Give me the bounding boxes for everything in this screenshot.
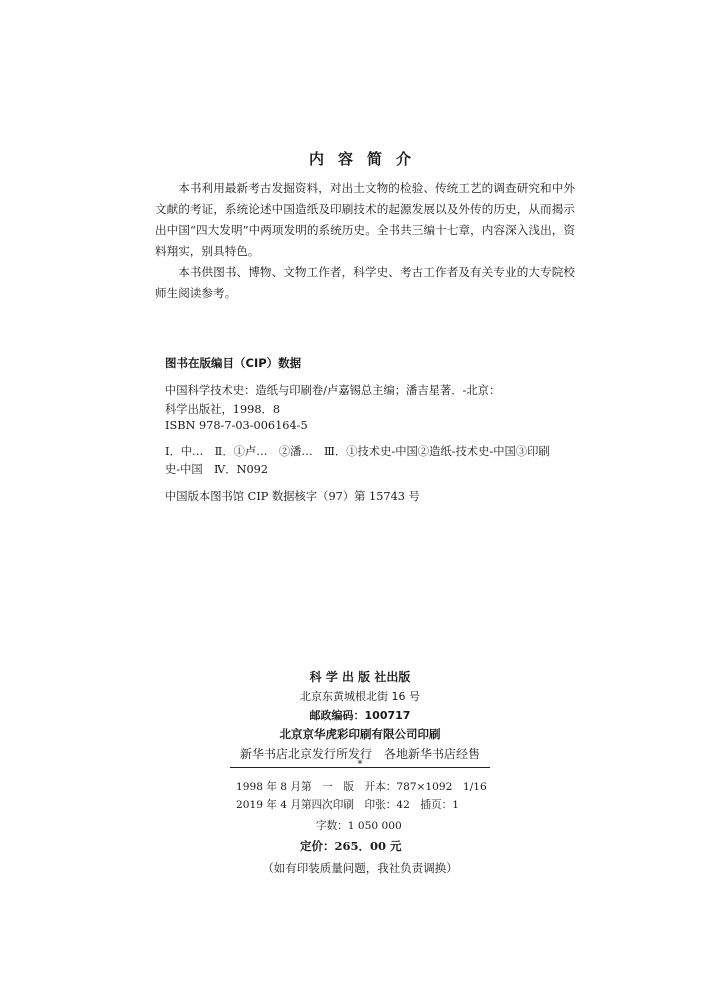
cip-classification: 史-中国 Ⅳ．N092 bbox=[165, 463, 269, 476]
cip-isbn: ISBN 978-7-03-006164-5 bbox=[165, 419, 308, 432]
cip-classification: Ⅰ．中… Ⅱ．①卢… ②潘… Ⅲ．①技术史-中国②造纸-技术史-中国③印刷 bbox=[165, 445, 550, 458]
summary-title: 内容简介 bbox=[308, 150, 425, 168]
quality-notice: （如有印装质量问题，我社负责调换） bbox=[262, 861, 458, 875]
cip-record-number: 中国版本图书馆 CIP 数据核字（97）第 15743 号 bbox=[165, 490, 420, 503]
cip-line: 中国科学技术史：造纸与印刷卷/卢嘉锡总主编；潘吉星著．-北京： bbox=[165, 384, 501, 397]
price: 定价：265．00 元 bbox=[300, 839, 402, 853]
publisher-line: 科 学 出 版 社出版 bbox=[309, 670, 411, 684]
publisher-address: 北京东黄城根北街 16 号 bbox=[300, 690, 420, 703]
word-count: 字数：1 050 000 bbox=[316, 820, 402, 832]
separator-rule bbox=[230, 767, 490, 768]
summary-paragraph: 本书供图书、博物、文物工作者，科学史、考古工作者及有关专业的大专院校师生阅读参考。 bbox=[155, 265, 575, 300]
cip-line: 科学出版社，1998．8 bbox=[165, 403, 281, 416]
summary-body bbox=[155, 178, 575, 304]
summary-paragraph: 本书利用最新考古发掘资料，对出土文物的检验、传统工艺的调查研究和中外文献的考证，系统论述中国造纸及印刷技术的起源发展以及外传的历史，从而揭示出中国“四大发明”中两项发明的系统历史。全书共三编十七章，内容深入浅出，资料翔实，别具特色。 bbox=[155, 181, 575, 258]
printer-line: 北京京华虎彩印刷有限公司印刷 bbox=[279, 727, 441, 741]
edition-line: 1998 年 8 月第 一 版 开本：787×1092 1/16 bbox=[236, 781, 487, 793]
distribution-line: 新华书店北京发行所发行 各地新华书店经售 bbox=[239, 747, 480, 761]
separator-mark: * bbox=[357, 759, 363, 770]
postal-code: 邮政编码：100717 bbox=[309, 709, 411, 722]
printing-line: 2019 年 4 月第四次印刷 印张：42 插页：1 bbox=[236, 799, 459, 811]
cip-heading: 图书在版编目（CIP）数据 bbox=[165, 356, 302, 370]
